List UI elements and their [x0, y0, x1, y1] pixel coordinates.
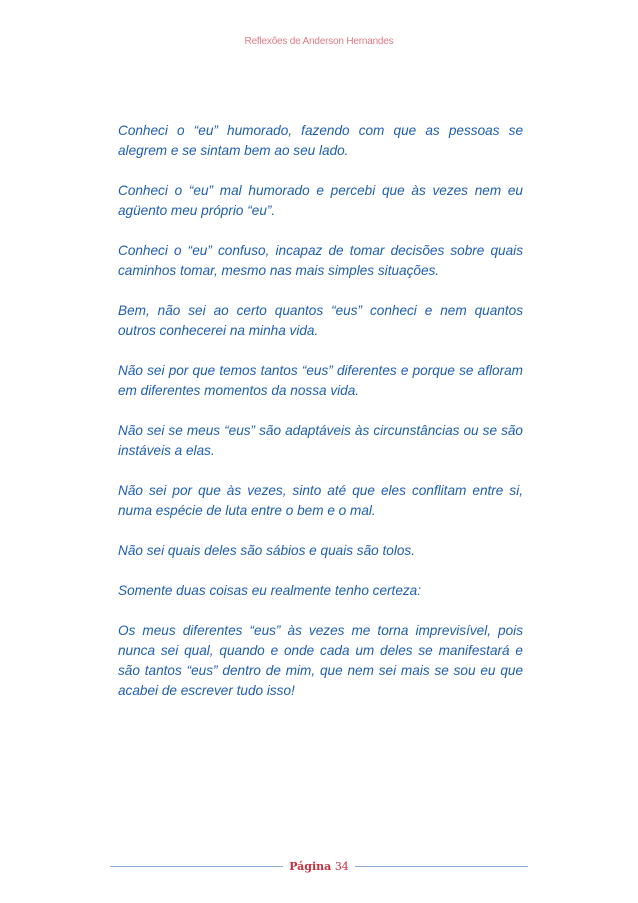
paragraph: Não sei por que às vezes, sinto até que eles conflitam entre si, numa espécie de luta entre o bem e o mal.: [118, 483, 523, 518]
page-number-label: [283, 860, 355, 873]
paragraph: Conheci o “eu” humorado, fazendo com que as pessoas se alegrem e se sintam bem ao seu lado.: [118, 123, 523, 158]
paragraph: Não sei se meus “eus” são adaptáveis às circunstâncias ou se são instáveis a elas.: [118, 423, 523, 458]
running-header: Reflexões de Anderson Hernandes: [244, 36, 394, 47]
footer-rule-left: [110, 866, 283, 867]
paragraph: Somente duas coisas eu realmente tenho certeza:: [118, 583, 422, 598]
paragraph: Não sei por que temos tantos “eus” diferentes e porque se afloram em diferentes momentos da nossa vida.: [118, 363, 523, 398]
paragraph: Não sei quais deles são sábios e quais são tolos.: [118, 543, 415, 558]
paragraph: Conheci o “eu” mal humorado e percebi que às vezes nem eu agüento meu próprio “eu”.: [118, 183, 523, 218]
body-text: [118, 121, 523, 721]
page-label: Página: [289, 859, 332, 873]
page-footer: [110, 857, 528, 875]
paragraph: Os meus diferentes “eus” às vezes me torna imprevisível, pois nunca sei qual, quando e onde cada um deles se manifestará e são tantos “eus” dentro de mim, que nem sei mais se sou eu que acabei de escrever tudo isso!: [118, 623, 523, 698]
paragraph: Bem, não sei ao certo quantos “eus” conheci e nem quantos outros conhecerei na minha vida.: [118, 303, 523, 338]
footer-rule-right: [355, 866, 528, 867]
paragraph: Conheci o “eu” confuso, incapaz de tomar decisões sobre quais caminhos tomar, mesmo nas mais simples situações.: [118, 243, 523, 278]
page-number: 34: [334, 859, 349, 873]
